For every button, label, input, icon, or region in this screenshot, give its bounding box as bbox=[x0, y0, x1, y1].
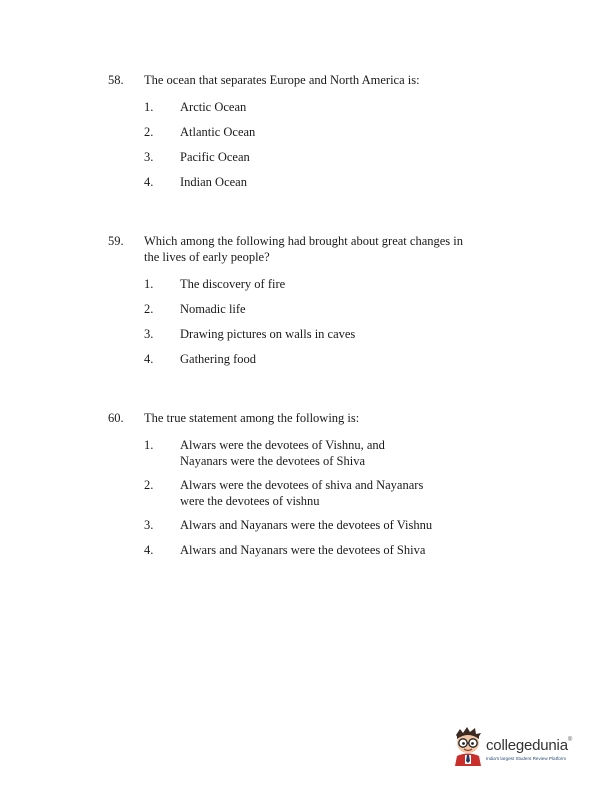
option-number: 1. bbox=[144, 277, 154, 291]
option-text: The discovery of fire bbox=[180, 277, 286, 291]
question-number: 58. bbox=[108, 73, 124, 87]
option-number: 2. bbox=[144, 302, 154, 316]
option-number: 1. bbox=[144, 438, 154, 452]
registered-mark: ® bbox=[567, 737, 573, 743]
option-number: 1. bbox=[144, 100, 154, 114]
option-number: 3. bbox=[144, 327, 154, 341]
collegedunia-logo bbox=[451, 726, 591, 772]
option-text: Atlantic Ocean bbox=[180, 125, 256, 139]
option-text: Arctic Ocean bbox=[180, 100, 247, 114]
option-text: Gathering food bbox=[180, 352, 257, 366]
option-text: Alwars were the devotees of shiva and Nayanars were the devotees of vishnu bbox=[180, 478, 424, 508]
option-number: 2. bbox=[144, 125, 154, 139]
question-text: The ocean that separates Europe and North America is: bbox=[144, 73, 420, 87]
option-text: Indian Ocean bbox=[180, 175, 247, 189]
option-text: Alwars and Nayanars were the devotees of Vishnu bbox=[180, 518, 433, 532]
brand-tagline: India's largest Student Review Platform bbox=[486, 756, 567, 761]
option-number: 3. bbox=[144, 518, 154, 532]
option-text: Alwars and Nayanars were the devotees of Shiva bbox=[180, 543, 426, 557]
question-number: 60. bbox=[108, 411, 124, 425]
brand-name bbox=[486, 737, 572, 754]
question-text: Which among the following had brought about great changes in the lives of early people? bbox=[144, 234, 464, 264]
brand-name-text: collegedunia bbox=[486, 737, 568, 754]
option-number: 4. bbox=[144, 352, 154, 366]
option-number: 4. bbox=[144, 543, 154, 557]
student-mascot-icon bbox=[451, 726, 485, 772]
option-text: Nomadic life bbox=[180, 302, 246, 316]
option-number: 3. bbox=[144, 150, 154, 164]
question-number: 59. bbox=[108, 234, 124, 248]
option-text: Pacific Ocean bbox=[180, 150, 250, 164]
option-text: Alwars were the devotees of Vishnu, and Nayanars were the devotees of Shiva bbox=[180, 438, 385, 468]
option-number: 2. bbox=[144, 478, 154, 492]
option-text: Drawing pictures on walls in caves bbox=[180, 327, 356, 341]
option-number: 4. bbox=[144, 175, 154, 189]
question-text: The true statement among the following is: bbox=[144, 411, 360, 425]
